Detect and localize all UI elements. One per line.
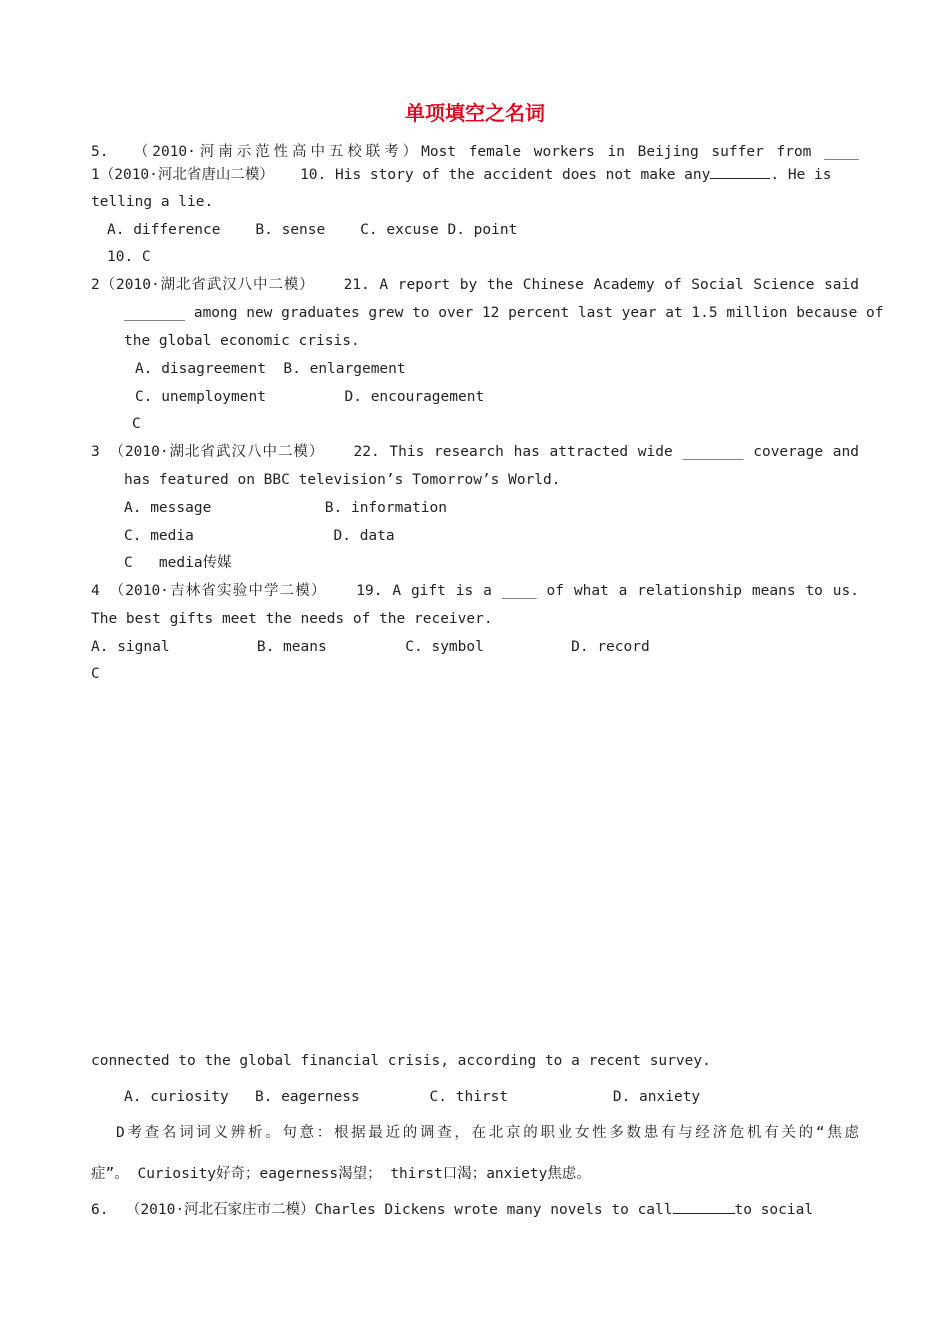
question-4-stem: 4 （2010·吉林省实验中学二模） 19. A gift is a ____ of what a relationship means to us. (91, 583, 859, 599)
question-6-text-end: to social (734, 1202, 814, 1218)
question-6-stem (91, 1200, 859, 1220)
question-5-continuation: connected to the global financial crisis, according to a recent survey. (91, 1053, 711, 1069)
question-2-answer: C (132, 416, 141, 432)
question-1-continuation: telling a lie. (91, 194, 214, 210)
question-6-text: 6. （2010·河北石家庄市二模）Charles Dickens wrote many novels to call (91, 1202, 673, 1218)
question-4-options: A. signal B. means C. symbol D. record (91, 639, 650, 655)
question-4-answer: C (91, 666, 100, 682)
answer-blank (710, 165, 770, 179)
question-5-options: A. curiosity B. eagerness C. thirst D. anxiety (124, 1089, 701, 1105)
answer-blank (673, 1200, 735, 1214)
question-1-text: 1（2010·河北省唐山二模） 10. His story of the accident does not make any (91, 167, 711, 183)
question-5-explanation: D考查名词词义辨析。句意：根据最近的调查，在北京的职业女性多数患有与经济危机有关的“焦虑 (116, 1125, 859, 1141)
question-3-options-cd: C. media D. data (124, 528, 395, 544)
question-5-stem: 5. （2010·河南示范性高中五校联考）Most female workers in Beijing suffer from ____ (91, 144, 859, 160)
question-1-stem (91, 165, 859, 185)
question-1-options: A. difference B. sense C. excuse D. point (107, 222, 518, 238)
question-3-options-ab: A. message B. information (124, 500, 448, 516)
question-1-text-end: . He is (770, 167, 832, 183)
question-2-stem: 2（2010·湖北省武汉八中二模） 21. A report by the Chinese Academy of Social Science said (91, 277, 859, 293)
question-2-continuation: _______ among new graduates grew to over 12 percent last year at 1.5 million because of (124, 305, 884, 321)
question-2-continuation-2: the global economic crisis. (124, 333, 360, 349)
question-2-options-ab: A. disagreement B. enlargement (135, 361, 406, 377)
question-3-continuation: has featured on BBC television’s Tomorrow’s World. (124, 472, 561, 488)
question-3-answer: C media传媒 (124, 555, 232, 571)
question-4-continuation: The best gifts meet the needs of the receiver. (91, 611, 493, 627)
question-3-stem: 3 （2010·湖北省武汉八中二模） 22. This research has attracted wide _______ coverage and (91, 444, 859, 460)
question-1-answer: 10. C (107, 249, 151, 265)
question-5-explanation-end: 症”。 Curiosity好奇；eagerness渴望； thirst口渴；anxiety焦虑。 (91, 1166, 591, 1182)
page-title: 单项填空之名词 (405, 101, 545, 125)
question-2-options-cd: C. unemployment D. encouragement (135, 389, 485, 405)
